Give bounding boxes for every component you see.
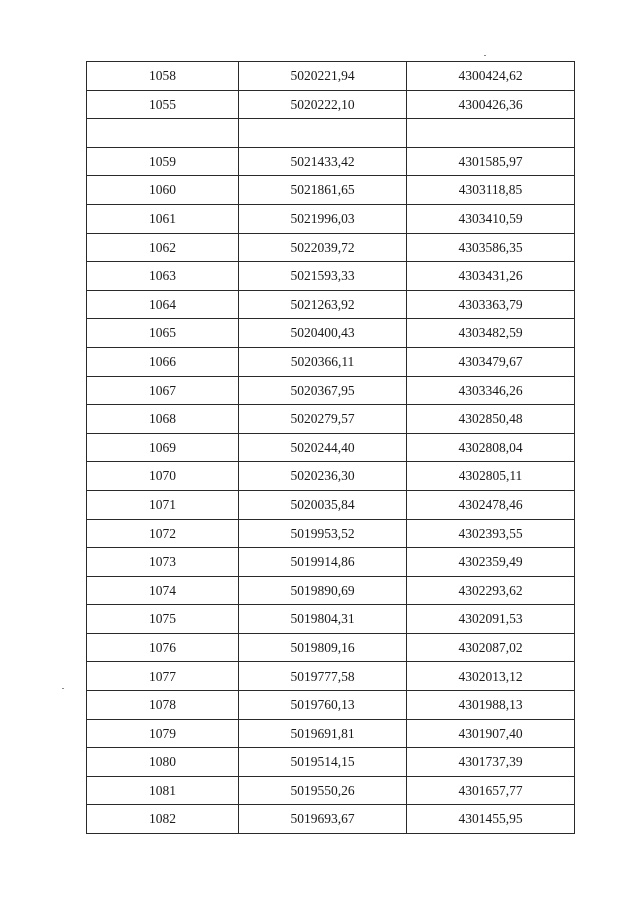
x-coordinate-cell: 5020279,57 (239, 405, 407, 434)
x-coordinate-cell: 5019550,26 (239, 776, 407, 805)
point-number-cell: 1072 (87, 519, 239, 548)
y-coordinate-cell: 4302808,04 (407, 433, 575, 462)
table-row (87, 147, 575, 176)
y-coordinate-cell: 4302087,02 (407, 633, 575, 662)
x-coordinate-cell: 5021263,92 (239, 290, 407, 319)
point-number-cell: 1073 (87, 548, 239, 577)
y-coordinate-cell: 4303363,79 (407, 290, 575, 319)
x-coordinate-cell: 5021861,65 (239, 176, 407, 205)
y-coordinate-cell: 4301737,39 (407, 748, 575, 777)
point-number-cell: 1055 (87, 90, 239, 119)
table-row (87, 376, 575, 405)
x-coordinate-cell: 5019804,31 (239, 605, 407, 634)
table-row (87, 176, 575, 205)
point-number-cell: 1070 (87, 462, 239, 491)
table-row (87, 204, 575, 233)
point-number-cell: 1066 (87, 347, 239, 376)
x-coordinate-cell: 5019693,67 (239, 805, 407, 834)
point-number-cell: 1077 (87, 662, 239, 691)
y-coordinate-cell: 4302805,11 (407, 462, 575, 491)
table-row (87, 605, 575, 634)
point-number-cell: 1065 (87, 319, 239, 348)
x-coordinate-cell: 5020222,10 (239, 90, 407, 119)
table-row (87, 290, 575, 319)
y-coordinate-cell: 4302393,55 (407, 519, 575, 548)
x-coordinate-cell: 5019777,58 (239, 662, 407, 691)
point-number-cell: 1076 (87, 633, 239, 662)
table-row (87, 262, 575, 291)
scan-speck (62, 688, 64, 689)
y-coordinate-cell: 4301988,13 (407, 691, 575, 720)
y-coordinate-cell: 4303118,85 (407, 176, 575, 205)
y-coordinate-cell (407, 119, 575, 148)
point-number-cell: 1081 (87, 776, 239, 805)
x-coordinate-cell: 5022039,72 (239, 233, 407, 262)
x-coordinate-cell: 5019809,16 (239, 633, 407, 662)
table-row (87, 519, 575, 548)
table-row (87, 405, 575, 434)
y-coordinate-cell: 4301585,97 (407, 147, 575, 176)
table-row (87, 576, 575, 605)
table-row (87, 433, 575, 462)
point-number-cell: 1079 (87, 719, 239, 748)
x-coordinate-cell: 5020221,94 (239, 62, 407, 91)
table-row (87, 62, 575, 91)
table-row (87, 119, 575, 148)
x-coordinate-cell: 5019691,81 (239, 719, 407, 748)
point-number-cell: 1075 (87, 605, 239, 634)
point-number-cell: 1063 (87, 262, 239, 291)
point-number-cell: 1067 (87, 376, 239, 405)
x-coordinate-cell: 5020035,84 (239, 490, 407, 519)
table-row (87, 776, 575, 805)
point-number-cell: 1062 (87, 233, 239, 262)
point-number-cell (87, 119, 239, 148)
y-coordinate-cell: 4303586,35 (407, 233, 575, 262)
x-coordinate-cell: 5019760,13 (239, 691, 407, 720)
y-coordinate-cell: 4302293,62 (407, 576, 575, 605)
point-number-cell: 1082 (87, 805, 239, 834)
point-number-cell: 1074 (87, 576, 239, 605)
point-number-cell: 1071 (87, 490, 239, 519)
y-coordinate-cell: 4303410,59 (407, 204, 575, 233)
table-row (87, 90, 575, 119)
y-coordinate-cell: 4303479,67 (407, 347, 575, 376)
table-row (87, 462, 575, 491)
table-row (87, 805, 575, 834)
coordinates-table-body (87, 62, 575, 834)
y-coordinate-cell: 4303346,26 (407, 376, 575, 405)
y-coordinate-cell: 4303431,26 (407, 262, 575, 291)
table-row (87, 490, 575, 519)
x-coordinate-cell: 5019914,86 (239, 548, 407, 577)
point-number-cell: 1078 (87, 691, 239, 720)
x-coordinate-cell: 5019953,52 (239, 519, 407, 548)
table-row (87, 233, 575, 262)
x-coordinate-cell: 5020366,11 (239, 347, 407, 376)
coordinates-table (86, 61, 575, 834)
x-coordinate-cell: 5019514,15 (239, 748, 407, 777)
y-coordinate-cell: 4302091,53 (407, 605, 575, 634)
table-row (87, 347, 575, 376)
point-number-cell: 1058 (87, 62, 239, 91)
table-row (87, 662, 575, 691)
x-coordinate-cell: 5020400,43 (239, 319, 407, 348)
x-coordinate-cell: 5020367,95 (239, 376, 407, 405)
point-number-cell: 1080 (87, 748, 239, 777)
table-row (87, 633, 575, 662)
x-coordinate-cell: 5021593,33 (239, 262, 407, 291)
x-coordinate-cell: 5020236,30 (239, 462, 407, 491)
scan-speck (484, 55, 486, 56)
y-coordinate-cell: 4300424,62 (407, 62, 575, 91)
y-coordinate-cell: 4302359,49 (407, 548, 575, 577)
y-coordinate-cell: 4302850,48 (407, 405, 575, 434)
point-number-cell: 1061 (87, 204, 239, 233)
y-coordinate-cell: 4300426,36 (407, 90, 575, 119)
point-number-cell: 1068 (87, 405, 239, 434)
point-number-cell: 1064 (87, 290, 239, 319)
x-coordinate-cell: 5020244,40 (239, 433, 407, 462)
x-coordinate-cell: 5021996,03 (239, 204, 407, 233)
y-coordinate-cell: 4301657,77 (407, 776, 575, 805)
table-row (87, 691, 575, 720)
x-coordinate-cell: 5021433,42 (239, 147, 407, 176)
table-row (87, 748, 575, 777)
point-number-cell: 1060 (87, 176, 239, 205)
y-coordinate-cell: 4301907,40 (407, 719, 575, 748)
y-coordinate-cell: 4302013,12 (407, 662, 575, 691)
point-number-cell: 1059 (87, 147, 239, 176)
table-row (87, 319, 575, 348)
table-row (87, 719, 575, 748)
x-coordinate-cell: 5019890,69 (239, 576, 407, 605)
y-coordinate-cell: 4303482,59 (407, 319, 575, 348)
table-row (87, 548, 575, 577)
y-coordinate-cell: 4301455,95 (407, 805, 575, 834)
y-coordinate-cell: 4302478,46 (407, 490, 575, 519)
x-coordinate-cell (239, 119, 407, 148)
point-number-cell: 1069 (87, 433, 239, 462)
